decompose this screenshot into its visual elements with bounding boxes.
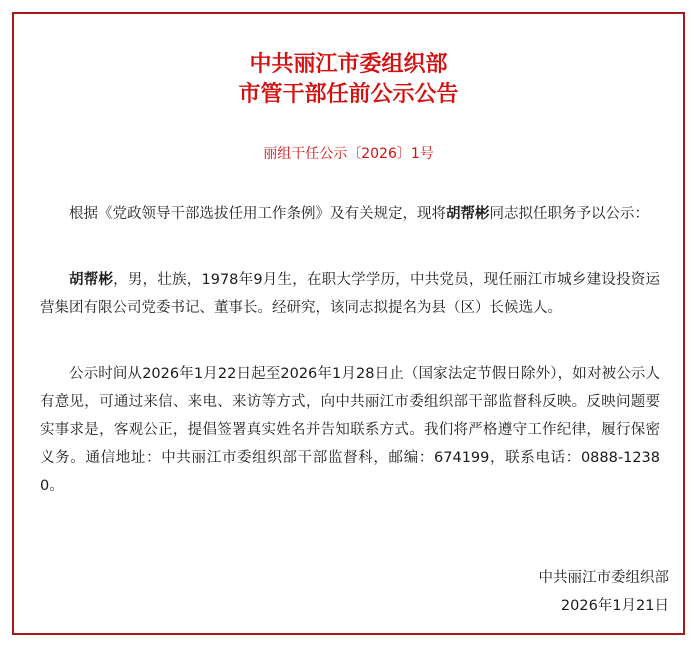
signature-organization: 中共丽江市委组织部 <box>538 570 669 586</box>
paragraph-intro <box>40 200 660 228</box>
paragraph-profile <box>40 266 660 322</box>
title-line-2: 市管干部任前公示公告 <box>238 82 459 107</box>
announcement-frame <box>12 12 685 635</box>
candidate-name: 胡帮彬 <box>446 206 490 222</box>
intro-text-after: 同志拟任职务予以公示： <box>489 206 649 222</box>
intro-text-before: 根据《党政领导干部选拔任用工作条例》及有关规定，现将 <box>69 206 446 222</box>
signature-date: 2026年1月21日 <box>560 598 669 614</box>
title-line-1: 中共丽江市委组织部 <box>249 52 448 77</box>
document-number: 丽组干任公示〔2026〕1号 <box>263 146 434 162</box>
profile-text: ，男，壮族，1978年9月生，在职大学学历，中共党员，现任丽江市城乡建设投资运营集团有限公司党委书记、董事长。经研究，该同志拟提名为县（区）长候选人。 <box>40 272 661 316</box>
profile-name: 胡帮彬 <box>69 272 114 288</box>
paragraph-notice: 公示时间从2026年1月22日起至2026年1月28日止（国家法定节假日除外），如对被公示人有意见，可通过来信、来电、来访等方式，向中共丽江市委组织部干部监督科反映。反映问题要实事求是，客观公正，提倡签署真实姓名并告知联系方式。我们将严格遵守工作纪律，履行保密义务。通信地址：中共丽江市委组织部干部监督科，邮编：674199，联系电话：0888-12380。 <box>40 366 660 494</box>
